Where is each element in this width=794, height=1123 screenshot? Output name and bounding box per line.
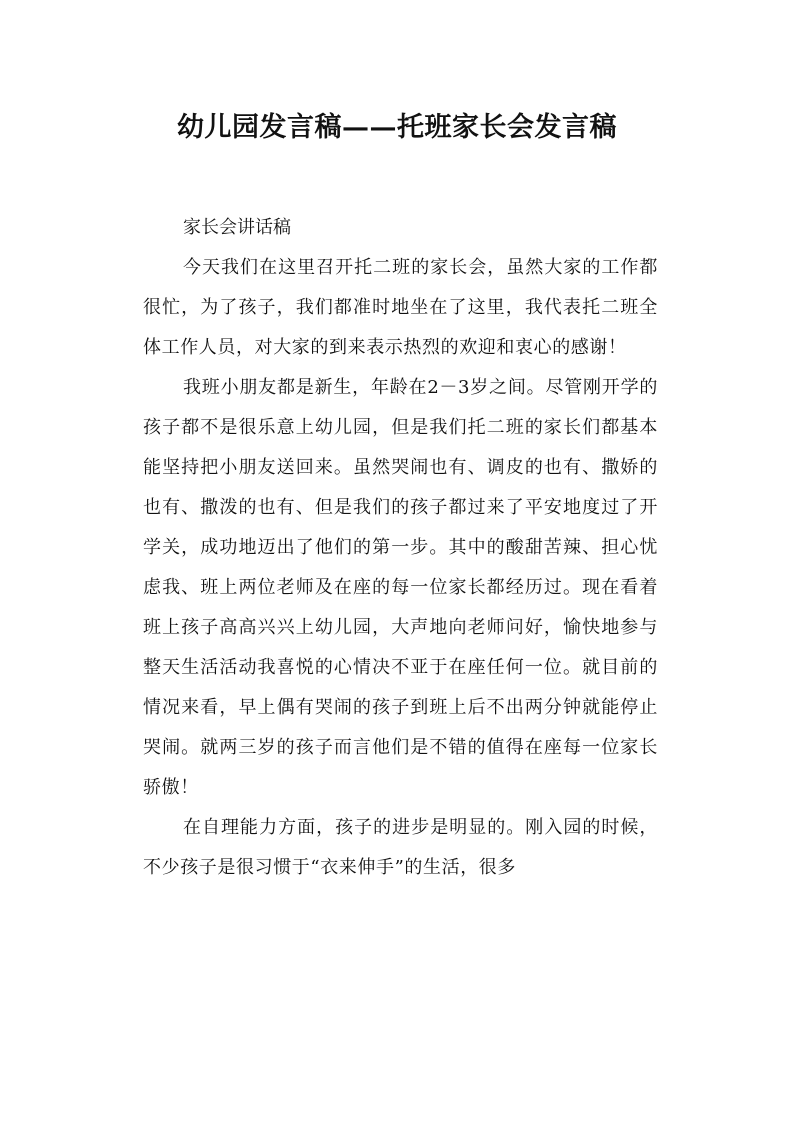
document-subheading: 家长会讲话稿 [183, 217, 291, 238]
document-title: 幼儿园发言稿——托班家长会发言稿 [177, 112, 617, 143]
paragraph-new-students: 我班小朋友都是新生，年龄在2－3岁之间。尽管刚开学的孩子都不是很乐意上幼儿园，但是我们托二班的家长们都基本能坚持把小朋友送回来。虽然哭闹也有、调皮的也有、撒娇的也有、撒泼的也有、但是我们的孩子都过来了平安地度过了开学关，成功地迈出了他们的第一步。其中的酸甜苦辣、担心忧虑我、班上两位老师及在座的每一位家长都经历过。现在看着班上孩子高高兴兴上幼儿园，大声地向老师问好，愉快地参与整天生活活动我喜悦的心情决不亚于在座任何一位。就目前的情况来看，早上偶有哭闹的孩子到班上后不出两分钟就能停止哭闹。就两三岁的孩子而言他们是不错的值得在座每一位家长骄傲！ [143, 377, 658, 798]
paragraph-self-care: 在自理能力方面，孩子的进步是明显的。刚入园的时候，不少孩子是很习惯于“衣来伸手”的生活，很多 [143, 817, 658, 878]
paragraph-welcome: 今天我们在这里召开托二班的家长会，虽然大家的工作都很忙，为了孩子，我们都准时地坐在了这里，我代表托二班全体工作人员，对大家的到来表示热烈的欢迎和衷心的感谢！ [143, 257, 658, 358]
document-body [143, 208, 658, 888]
